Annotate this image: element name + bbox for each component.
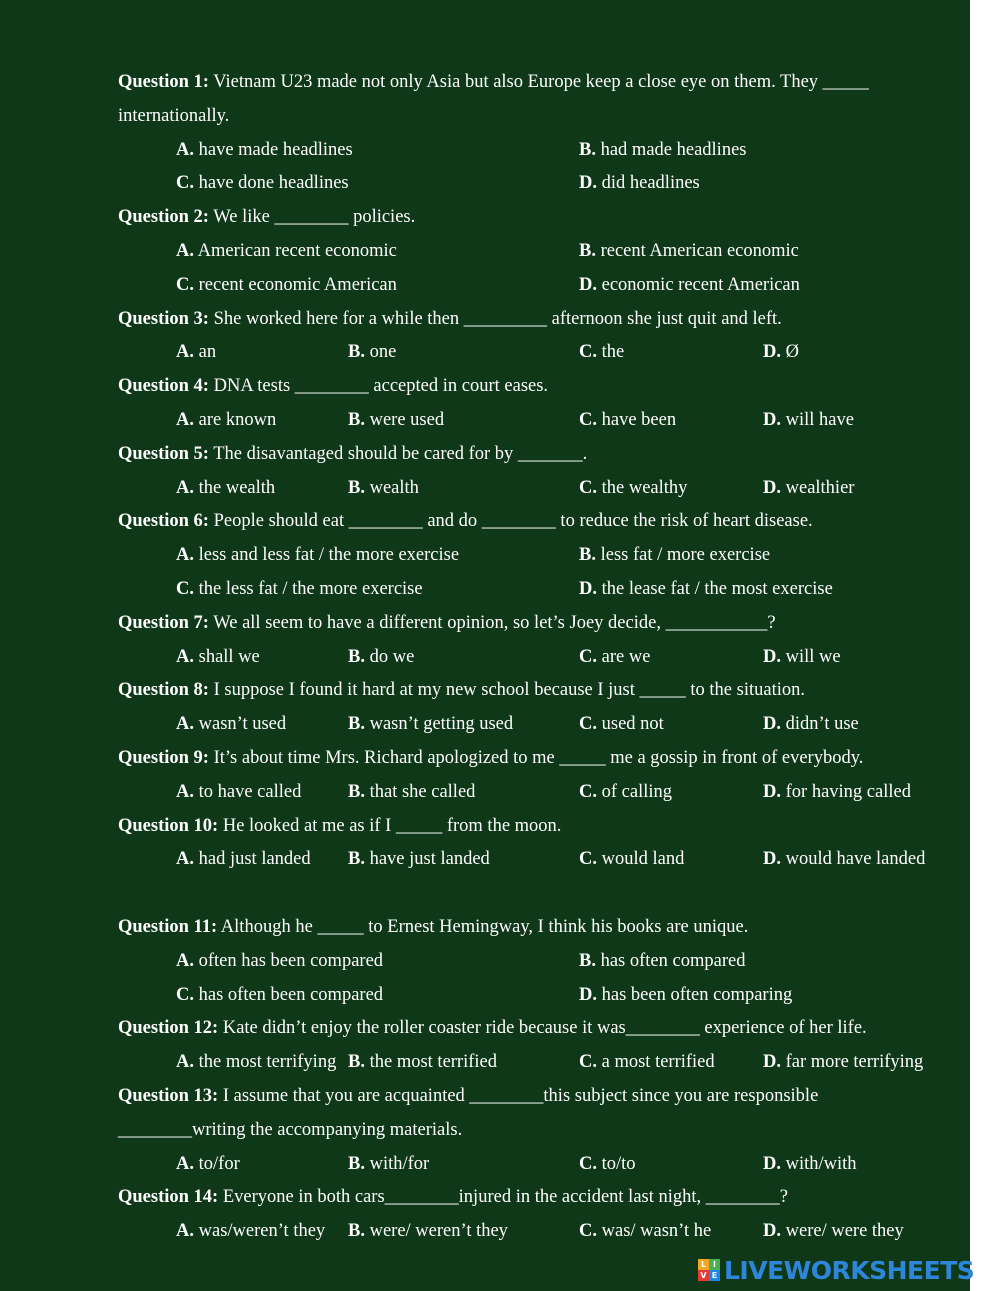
question-label: Question 8: [118, 680, 209, 701]
option-letter: D. [763, 849, 781, 870]
option-text: the [597, 342, 625, 363]
option-letter: A. [176, 646, 194, 667]
logo-letter: I [709, 1259, 720, 1270]
option-text: wasn’t used [194, 714, 287, 735]
option-letter: B. [348, 781, 365, 802]
option-letter: B. [348, 342, 365, 363]
option-text: to/for [194, 1153, 240, 1174]
question-text: It’s about time Mrs. Richard apologized to me _____ me a gossip in front of everybody. [208, 747, 864, 768]
option-b[interactable] [348, 472, 419, 506]
option-a[interactable] [176, 843, 311, 877]
option-text: a most terrified [597, 1052, 715, 1073]
options-row [118, 336, 940, 370]
option-letter: A. [176, 781, 194, 802]
question-text: People should eat ________ and do ________ to reduce the risk of heart disease. [208, 511, 813, 532]
option-letter: A. [176, 342, 194, 363]
options-row [118, 539, 940, 573]
option-a[interactable] [176, 472, 275, 506]
option-letter: B. [348, 849, 365, 870]
question-3 [118, 303, 940, 337]
option-d[interactable] [763, 472, 854, 506]
option-c[interactable] [579, 843, 684, 877]
option-d[interactable] [763, 843, 943, 877]
option-b[interactable] [348, 776, 475, 810]
option-text: wealthier [781, 477, 855, 498]
option-text: economic recent American [597, 274, 800, 295]
option-text: of calling [597, 781, 673, 802]
question-text: The disavantaged should be cared for by _______. [208, 443, 588, 464]
option-text: that she called [364, 781, 476, 802]
option-letter: A. [176, 545, 194, 566]
option-letter: B. [348, 714, 365, 735]
option-text: had just landed [194, 849, 311, 870]
option-text: have done headlines [194, 173, 349, 194]
option-letter: A. [176, 849, 194, 870]
option-letter: C. [579, 1153, 597, 1174]
option-letter: C. [579, 781, 597, 802]
option-letter: B. [348, 1221, 365, 1242]
option-letter: A. [176, 139, 194, 160]
option-letter: A. [176, 1052, 194, 1073]
option-text: did headlines [597, 173, 700, 194]
option-b[interactable] [348, 708, 513, 742]
options-row [118, 945, 940, 979]
question-label: Question 12: [118, 1018, 219, 1039]
option-letter: D. [579, 274, 597, 295]
question-label: Question 7: [118, 612, 209, 633]
options-row [118, 1046, 940, 1080]
option-letter: D. [763, 342, 781, 363]
question-8 [118, 674, 940, 708]
question-label: Question 13: [118, 1085, 219, 1106]
option-text: for having called [781, 781, 911, 802]
options-row [118, 979, 940, 1013]
option-a[interactable] [176, 404, 276, 438]
option-letter: B. [579, 545, 596, 566]
option-text: the most terrifying [194, 1052, 337, 1073]
options-row [118, 269, 940, 303]
option-a[interactable] [176, 235, 397, 269]
option-d[interactable] [579, 269, 800, 303]
option-b[interactable] [348, 336, 396, 370]
option-a[interactable] [176, 945, 383, 979]
option-d[interactable] [763, 1148, 857, 1182]
option-letter: A. [176, 409, 194, 430]
option-d[interactable] [763, 776, 911, 810]
option-text: has been often comparing [597, 984, 793, 1005]
option-c[interactable] [176, 573, 423, 607]
option-text: the wealth [194, 477, 276, 498]
option-a[interactable] [176, 641, 260, 675]
option-text: do we [364, 646, 415, 667]
option-text: recent American economic [595, 240, 799, 261]
option-text: with/with [781, 1153, 857, 1174]
option-c[interactable] [579, 336, 624, 370]
option-d[interactable] [763, 708, 859, 742]
option-letter: B. [348, 646, 365, 667]
option-text: to have called [194, 781, 302, 802]
question-6 [118, 505, 940, 539]
options-row [118, 134, 940, 168]
option-text: one [364, 342, 397, 363]
option-letter: A. [176, 1153, 194, 1174]
option-c[interactable] [579, 776, 672, 810]
question-list [118, 66, 940, 1249]
option-a[interactable] [176, 336, 216, 370]
question-label: Question 10: [118, 815, 219, 836]
question-text: DNA tests ________ accepted in court eases. [208, 376, 549, 397]
option-text: has often been compared [194, 984, 384, 1005]
option-a[interactable] [176, 539, 459, 573]
liveworksheets-logo-icon [698, 1259, 720, 1281]
logo-letter: E [709, 1270, 720, 1281]
option-letter: B. [579, 139, 596, 160]
option-c[interactable] [176, 979, 383, 1013]
question-text: He looked at me as if I _____ from the moon. [218, 815, 562, 836]
question-label: Question 3: [118, 308, 209, 329]
option-text: to/to [597, 1153, 636, 1174]
option-d[interactable] [763, 1215, 904, 1249]
option-letter: B. [579, 240, 596, 261]
option-text: shall we [194, 646, 260, 667]
options-row [118, 1215, 940, 1249]
option-d[interactable] [763, 641, 841, 675]
option-b[interactable] [348, 843, 490, 877]
option-text: often has been compared [194, 950, 384, 971]
option-letter: C. [176, 984, 194, 1005]
option-text: wasn’t getting used [364, 714, 514, 735]
logo-letter: L [698, 1259, 709, 1270]
question-1 [118, 66, 940, 134]
option-d[interactable] [579, 979, 792, 1013]
option-text: American recent economic [194, 240, 397, 261]
option-d[interactable] [579, 573, 833, 607]
option-text: will have [781, 409, 854, 430]
question-text: Although he _____ to Ernest Hemingway, I think his books are unique. [217, 916, 749, 937]
option-d[interactable] [763, 404, 854, 438]
option-c[interactable] [579, 472, 687, 506]
options-row [118, 776, 940, 810]
question-label: Question 6: [118, 511, 209, 532]
option-text: far more terrifying [781, 1052, 924, 1073]
option-letter: C. [579, 1052, 597, 1073]
logo-letter: V [698, 1270, 709, 1281]
option-b[interactable] [579, 539, 770, 573]
option-c[interactable] [579, 1046, 715, 1080]
question-text: I suppose I found it hard at my new school because I just _____ to the situation. [208, 680, 805, 701]
option-b[interactable] [348, 1215, 508, 1249]
question-12 [118, 1012, 940, 1046]
option-c[interactable] [176, 269, 397, 303]
question-label: Question 9: [118, 747, 209, 768]
question-13 [118, 1080, 940, 1148]
logo-text: LIVEWORKSHEETS [724, 1255, 975, 1285]
option-b[interactable] [579, 235, 799, 269]
option-text: wealth [364, 477, 419, 498]
options-row [118, 708, 940, 742]
option-text: are we [597, 646, 651, 667]
option-d[interactable] [579, 167, 700, 201]
question-7 [118, 607, 940, 641]
question-label: Question 14: [118, 1187, 219, 1208]
question-10 [118, 810, 940, 844]
options-row [118, 1148, 940, 1182]
option-text: will we [781, 646, 841, 667]
wrap-spacer [118, 877, 940, 911]
option-letter: C. [579, 714, 597, 735]
option-text: were/ weren’t they [364, 1221, 508, 1242]
option-letter: D. [763, 646, 781, 667]
option-letter: D. [763, 477, 781, 498]
question-4 [118, 370, 940, 404]
option-text: the wealthy [597, 477, 688, 498]
options-row [118, 472, 940, 506]
option-letter: A. [176, 1221, 194, 1242]
option-a[interactable] [176, 708, 286, 742]
question-label: Question 2: [118, 207, 209, 228]
option-text: the most terrified [364, 1052, 497, 1073]
option-letter: B. [348, 1052, 365, 1073]
question-text: Vietnam U23 made not only Asia but also Europe keep a close eye on them. They _____ internationally. [118, 72, 869, 126]
option-letter: D. [763, 1153, 781, 1174]
option-text: have been [597, 409, 677, 430]
option-text: has often compared [595, 950, 746, 971]
option-letter: D. [763, 1052, 781, 1073]
option-text: less fat / more exercise [595, 545, 771, 566]
question-14 [118, 1181, 940, 1215]
option-letter: C. [176, 578, 194, 599]
liveworksheets-logo [698, 1256, 974, 1284]
option-c[interactable] [579, 641, 650, 675]
option-c[interactable] [579, 1148, 636, 1182]
option-letter: A. [176, 477, 194, 498]
option-letter: B. [348, 477, 365, 498]
option-c[interactable] [579, 404, 676, 438]
option-letter: D. [763, 781, 781, 802]
option-letter: C. [579, 409, 597, 430]
option-text: are known [194, 409, 277, 430]
option-letter: C. [579, 477, 597, 498]
option-letter: C. [579, 646, 597, 667]
option-text: would have landed [781, 849, 926, 870]
options-row [118, 404, 940, 438]
option-text: were used [364, 409, 445, 430]
option-a[interactable] [176, 776, 301, 810]
question-11 [118, 911, 940, 945]
option-text: used not [597, 714, 664, 735]
question-text: She worked here for a while then _________ afternoon she just quit and left. [208, 308, 782, 329]
option-text: less and less fat / the more exercise [194, 545, 460, 566]
option-text: had made headlines [595, 139, 747, 160]
option-letter: C. [579, 1221, 597, 1242]
question-text: We all seem to have a different opinion, so let’s Joey decide, ___________? [208, 612, 776, 633]
option-text: an [194, 342, 217, 363]
option-letter: B. [579, 950, 596, 971]
options-row [118, 843, 940, 877]
option-letter: D. [763, 1221, 781, 1242]
option-d[interactable] [763, 336, 799, 370]
option-a[interactable] [176, 1046, 336, 1080]
option-b[interactable] [348, 1046, 497, 1080]
question-9 [118, 742, 940, 776]
option-b[interactable] [579, 134, 746, 168]
option-text: was/ wasn’t he [597, 1221, 712, 1242]
options-row [118, 573, 940, 607]
question-label: Question 11: [118, 916, 218, 937]
option-text: have just landed [364, 849, 490, 870]
question-text: Everyone in both cars________injured in the accident last night, ________? [218, 1187, 788, 1208]
options-row [118, 641, 940, 675]
question-text: We like ________ policies. [208, 207, 416, 228]
question-label: Question 1: [118, 72, 209, 92]
option-letter: A. [176, 950, 194, 971]
option-b[interactable] [579, 945, 745, 979]
option-a[interactable] [176, 1148, 240, 1182]
option-letter: B. [348, 1153, 365, 1174]
option-b[interactable] [348, 641, 414, 675]
question-2 [118, 201, 940, 235]
option-letter: A. [176, 240, 194, 261]
question-text: I assume that you are acquainted ________this subject since you are responsible ________writing the accompanying materials. [118, 1085, 819, 1140]
option-text: Ø [781, 342, 799, 363]
option-d[interactable] [763, 1046, 923, 1080]
options-row [118, 167, 940, 201]
option-text: would land [597, 849, 685, 870]
option-letter: D. [579, 173, 597, 194]
option-letter: D. [579, 578, 597, 599]
option-a[interactable] [176, 134, 353, 168]
option-letter: C. [579, 849, 597, 870]
option-letter: A. [176, 714, 194, 735]
option-text: were/ were they [781, 1221, 904, 1242]
option-text: was/weren’t they [194, 1221, 326, 1242]
question-label: Question 5: [118, 443, 209, 464]
option-c[interactable] [176, 167, 349, 201]
option-letter: D. [763, 714, 781, 735]
option-c[interactable] [579, 708, 664, 742]
option-letter: C. [579, 342, 597, 363]
options-row [118, 235, 940, 269]
option-text: with/for [364, 1153, 430, 1174]
option-text: recent economic American [194, 274, 397, 295]
option-letter: C. [176, 173, 194, 194]
option-text: didn’t use [781, 714, 859, 735]
option-b[interactable] [348, 404, 444, 438]
question-label: Question 4: [118, 376, 209, 397]
option-letter: C. [176, 274, 194, 295]
option-text: have made headlines [194, 139, 353, 160]
option-letter: D. [763, 409, 781, 430]
option-text: the less fat / the more exercise [194, 578, 423, 599]
option-c[interactable] [579, 1215, 711, 1249]
option-b[interactable] [348, 1148, 429, 1182]
option-a[interactable] [176, 1215, 325, 1249]
option-text: the lease fat / the most exercise [597, 578, 833, 599]
option-letter: D. [579, 984, 597, 1005]
option-letter: B. [348, 409, 365, 430]
question-5 [118, 438, 940, 472]
question-text: Kate didn’t enjoy the roller coaster ride because it was________ experience of her life. [218, 1018, 867, 1039]
